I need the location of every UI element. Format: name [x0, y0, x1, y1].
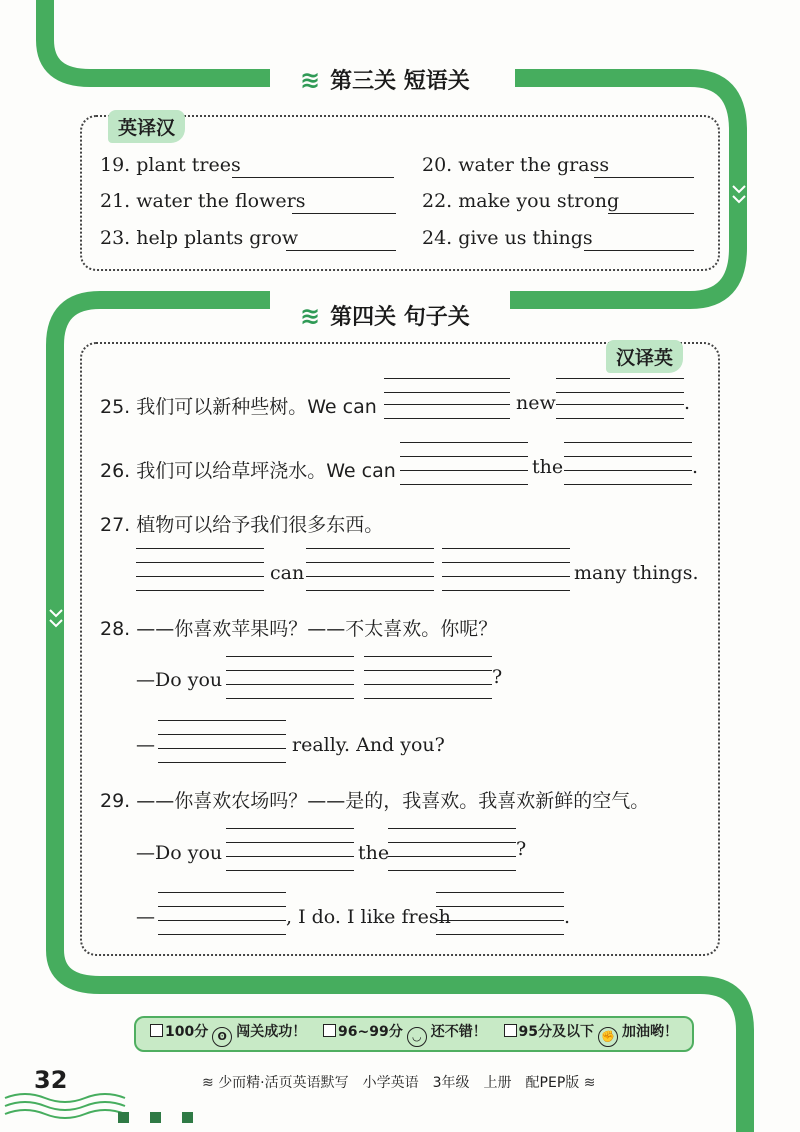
four-line-blank [442, 548, 570, 549]
four-line-blank[interactable] [364, 670, 492, 671]
four-line-blank [158, 762, 286, 763]
four-line-blank[interactable] [226, 670, 354, 671]
four-line-blank[interactable] [564, 456, 692, 457]
q27-mid: can [270, 562, 305, 584]
score-option-96-99[interactable]: 96~99分 ◡ 还不错！ [323, 1021, 487, 1047]
q25-prompt: 25. 我们可以新种些树。We can [100, 396, 377, 418]
four-line-blank[interactable] [226, 842, 354, 843]
answer-blank[interactable] [584, 250, 694, 251]
q25-end: . [684, 392, 691, 414]
wave-icon: ≋ [583, 1075, 596, 1091]
square-decoration [150, 1112, 161, 1123]
checkbox-icon[interactable] [150, 1024, 163, 1037]
four-line-blank[interactable] [158, 734, 286, 735]
q29-answer1-end: ? [516, 838, 527, 860]
score-bar [134, 1016, 694, 1052]
four-line-blank [388, 828, 516, 829]
section3-tag: 英译汉 [108, 110, 185, 143]
phrase-item: 20. water the grass [422, 154, 610, 176]
four-line-blank [158, 892, 286, 893]
four-line-blank[interactable] [384, 392, 510, 393]
four-line-blank [436, 892, 564, 893]
four-line-blank [136, 576, 264, 577]
square-decoration [182, 1112, 193, 1123]
four-line-blank [136, 548, 264, 549]
q28-answer1-end: ? [492, 666, 503, 688]
four-line-blank [384, 378, 510, 379]
four-line-blank [158, 720, 286, 721]
four-line-blank [400, 442, 528, 443]
answer-blank[interactable] [292, 213, 396, 214]
q26-end: . [692, 456, 699, 478]
four-line-blank [226, 828, 354, 829]
four-line-blank [306, 590, 434, 591]
four-line-blank [388, 856, 516, 857]
q28-prompt: 28. ——你喜欢苹果吗？——不太喜欢。你呢？ [100, 618, 498, 640]
smile-icon: ◡ [407, 1027, 427, 1047]
four-line-blank [226, 856, 354, 857]
four-line-blank [364, 698, 492, 699]
q29-answer2-mid: , I do. I like fresh [286, 906, 451, 928]
section4-tag: 汉译英 [606, 340, 683, 373]
q26-prompt: 26. 我们可以给草坪浇水。We can [100, 460, 396, 482]
four-line-blank [226, 656, 354, 657]
q28-answer2-end: really. And you? [292, 734, 445, 756]
four-line-blank [400, 470, 528, 471]
face-icon: ʘ [212, 1027, 232, 1047]
four-line-blank [388, 870, 516, 871]
answer-blank[interactable] [232, 177, 394, 178]
cheer-icon: ✊ [598, 1027, 618, 1047]
square-decoration [118, 1112, 129, 1123]
four-line-blank [364, 684, 492, 685]
four-line-blank [306, 548, 434, 549]
four-line-blank [442, 576, 570, 577]
four-line-blank [364, 656, 492, 657]
four-line-blank [556, 418, 684, 419]
four-line-blank [564, 442, 692, 443]
four-line-blank[interactable] [556, 392, 684, 393]
four-line-blank[interactable] [442, 562, 570, 563]
page-number: 32 [34, 1066, 68, 1094]
phrase-item: 19. plant trees [100, 154, 241, 176]
q29-answer2-end: . [564, 906, 571, 928]
q26-mid: the [532, 456, 564, 478]
score-option-100[interactable]: 100分 ʘ 闯关成功！ [150, 1021, 306, 1047]
q29-answer1-label: —Do you [136, 842, 223, 864]
four-line-blank [436, 934, 564, 935]
four-line-blank[interactable] [306, 562, 434, 563]
wave-icon: ≋ [202, 1075, 214, 1091]
four-line-blank [564, 470, 692, 471]
score-option-95-below[interactable]: 95分及以下 ✊ 加油哟！ [504, 1021, 678, 1047]
four-line-blank [436, 920, 564, 921]
answer-blank[interactable] [608, 213, 694, 214]
phrase-item: 23. help plants grow [100, 227, 299, 249]
four-line-blank [158, 920, 286, 921]
four-line-blank[interactable] [388, 842, 516, 843]
q25-mid: new [516, 392, 556, 414]
four-line-blank [442, 590, 570, 591]
four-line-blank [400, 484, 528, 485]
four-line-blank [556, 404, 684, 405]
section3-title: ≋ 第三关 短语关 [300, 66, 470, 94]
q29-prompt: 29. ——你喜欢农场吗？——是的，我喜欢。我喜欢新鲜的空气。 [100, 790, 650, 812]
q27-end: many things. [574, 562, 699, 584]
four-line-blank[interactable] [158, 906, 286, 907]
four-line-blank [556, 378, 684, 379]
q28-answer1-label: —Do you [136, 669, 223, 691]
four-line-blank [226, 870, 354, 871]
footer-text: ≋ 少而精·活页英语默写 小学英语 3年级 上册 配PEP版 ≋ [202, 1075, 596, 1091]
phrase-item: 24. give us things [422, 227, 593, 249]
four-line-blank [226, 698, 354, 699]
four-line-blank [136, 590, 264, 591]
answer-blank[interactable] [594, 177, 694, 178]
four-line-blank [384, 418, 510, 419]
answer-blank[interactable] [286, 250, 396, 251]
checkbox-icon[interactable] [323, 1024, 336, 1037]
q27-prompt: 27. 植物可以给予我们很多东西。 [100, 514, 384, 536]
four-line-blank [306, 576, 434, 577]
phrase-item: 22. make you strong [422, 190, 620, 212]
four-line-blank[interactable] [400, 456, 528, 457]
q28-answer2-label: — [136, 734, 155, 756]
q29-answer2-label: — [136, 906, 155, 928]
checkbox-icon[interactable] [504, 1024, 517, 1037]
four-line-blank [158, 748, 286, 749]
section4-title: ≋ 第四关 句子关 [300, 302, 470, 330]
four-line-blank [384, 404, 510, 405]
four-line-blank[interactable] [136, 562, 264, 563]
four-line-blank[interactable] [436, 906, 564, 907]
wave-icon: ≋ [300, 302, 321, 330]
four-line-blank [564, 484, 692, 485]
q29-answer1-mid: the [358, 842, 390, 864]
wave-icon: ≋ [300, 66, 321, 94]
four-line-blank [226, 684, 354, 685]
four-line-blank [158, 934, 286, 935]
phrase-item: 21. water the flowers [100, 190, 306, 212]
